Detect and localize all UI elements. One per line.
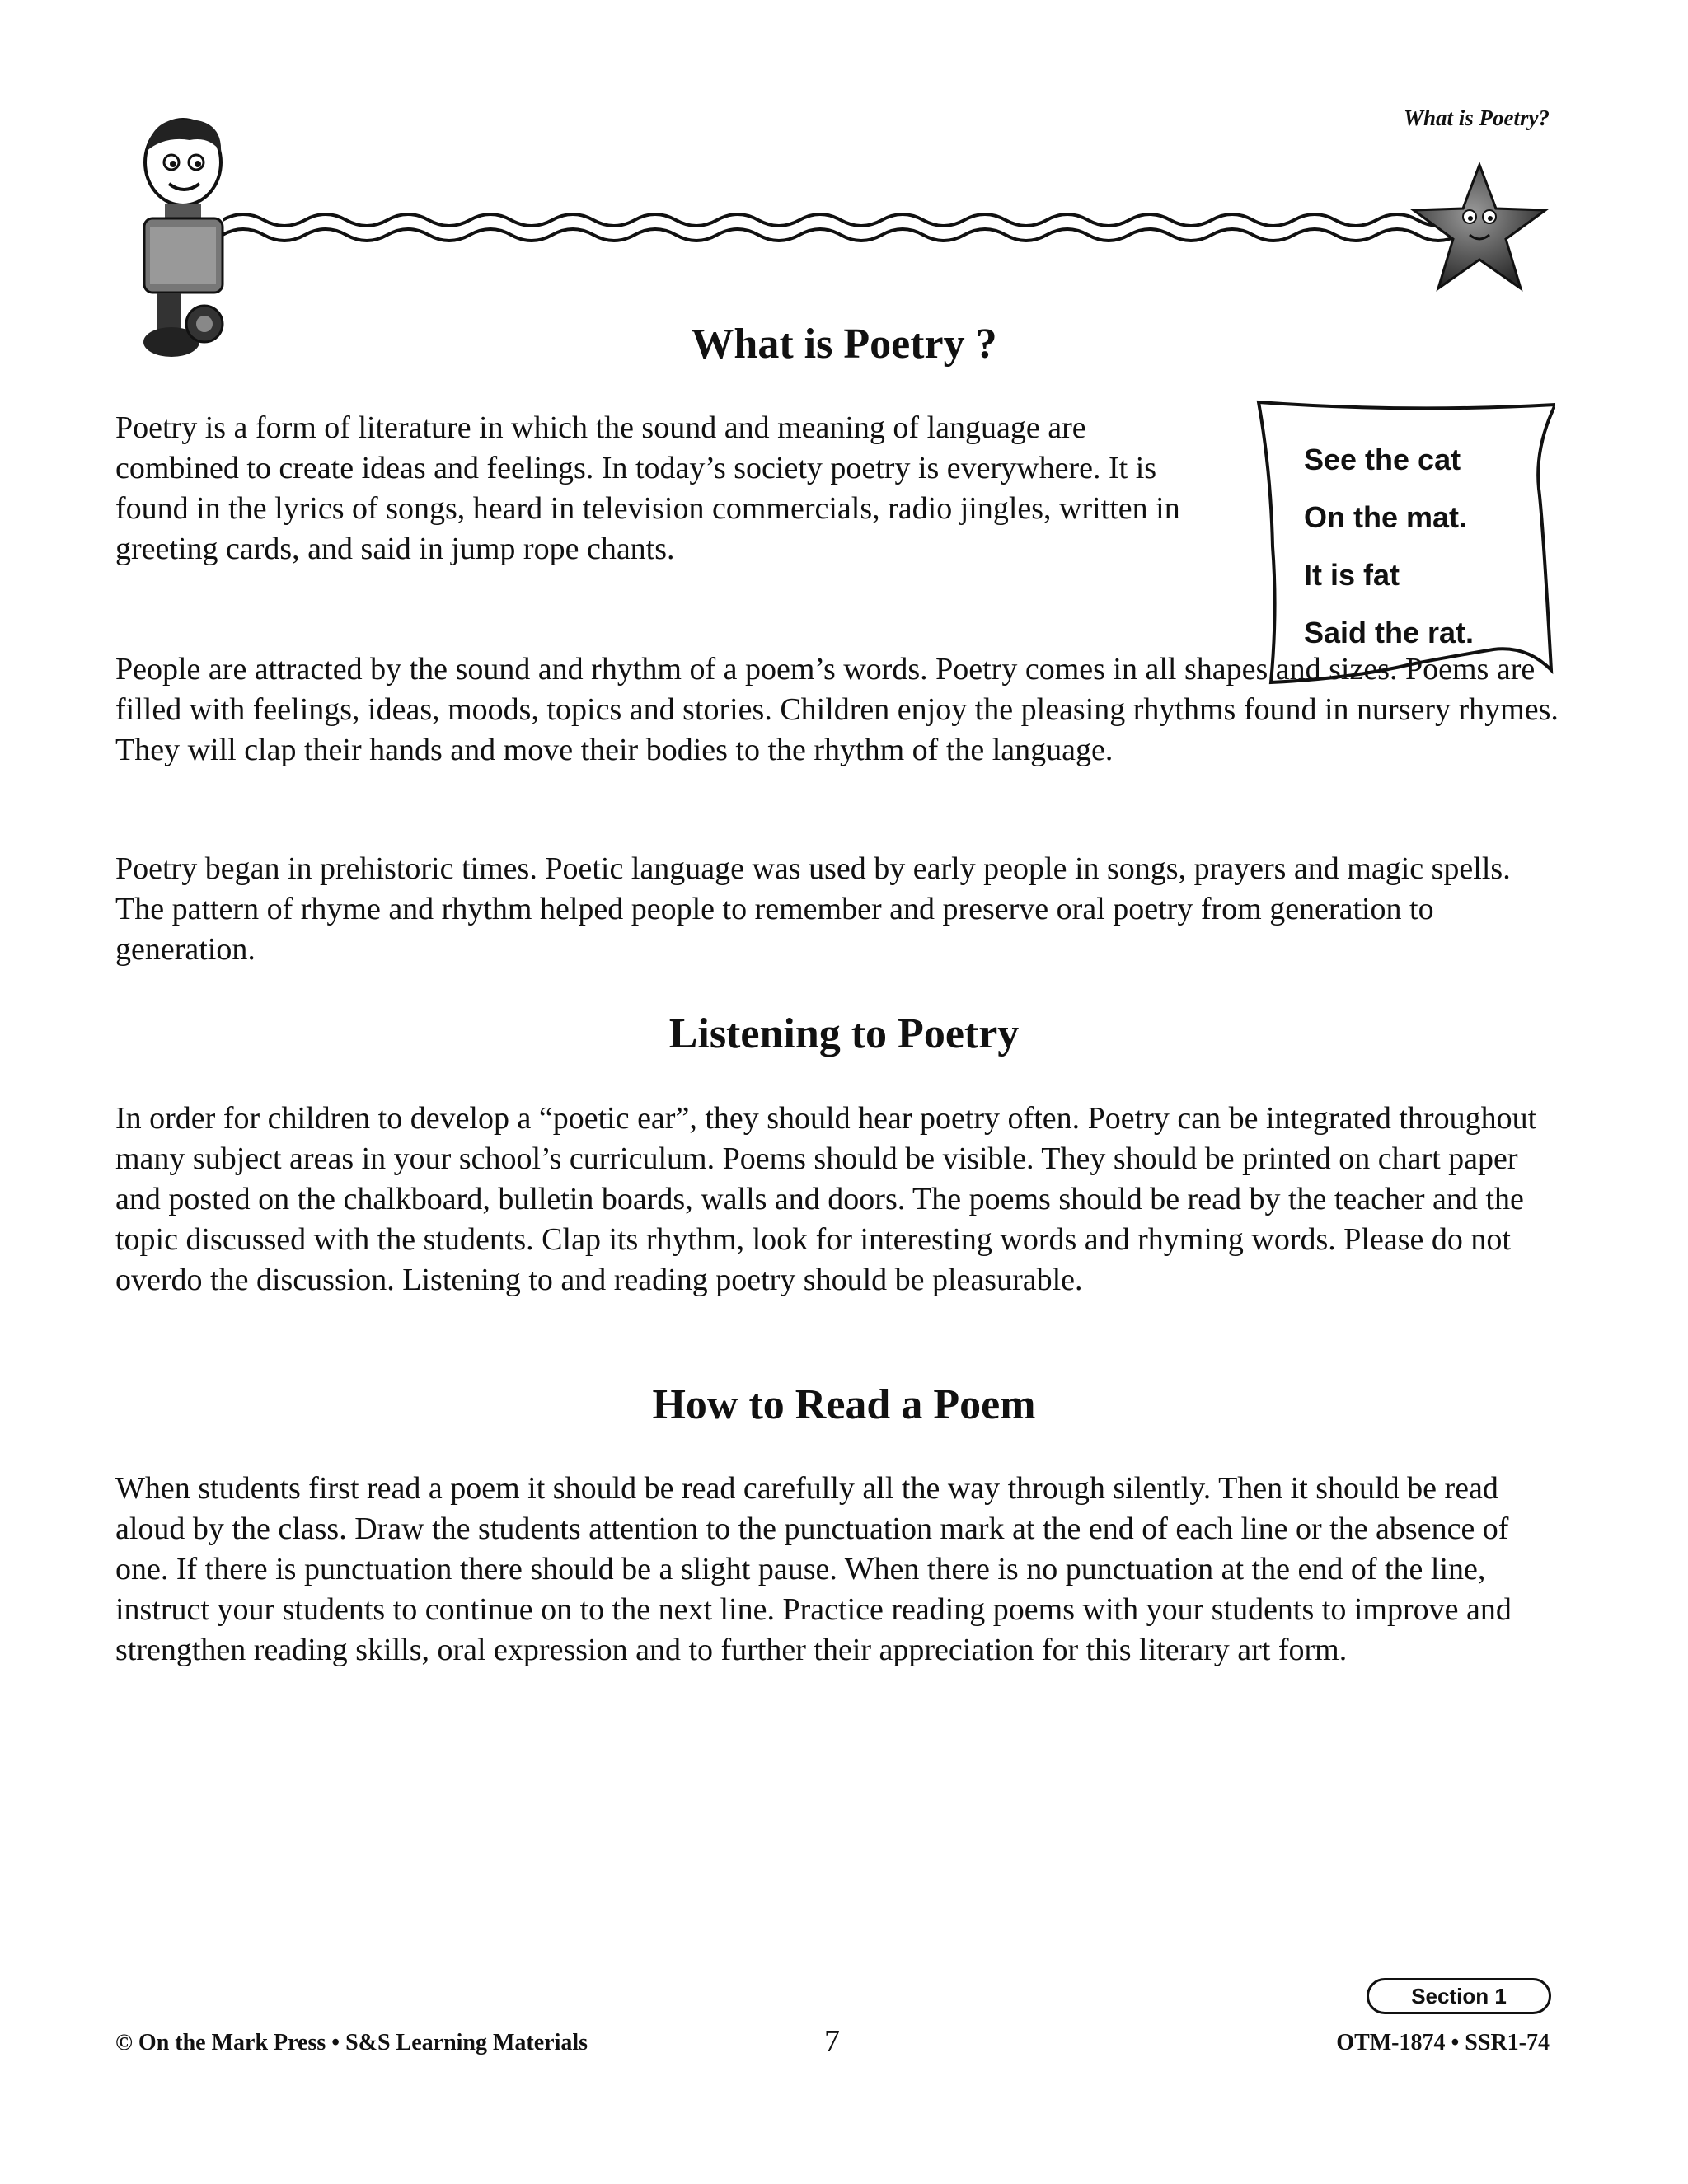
poem-line: See the cat [1304,443,1461,476]
listening-paragraph: In order for children to develop a “poetic ear”, they should hear poetry often. Poetry can be integrated throughout many subject areas in your school’s curriculum. Poems should be visible. They should be printed on chart paper and posted on the chalkboard, bulletin boards, walls and doors. The poems should be read by the teacher and the topic discussed with the students. Clap its rhythm, look for interesting words and rhyming words. Please do not overdo the discussion. Listening to and reading poetry should be pleasurable. [115,1101,1537,1297]
poem-line: On the mat. [1304,500,1468,534]
intro-paragraph-3: Poetry began in prehistoric times. Poetic language was used by early people in songs, prayers and magic spells. The pattern of rhyme and rhythm helped people to remember and preserve oral poetry from generation to generation. [115,851,1511,967]
poem-lines [1304,431,1474,662]
running-title: What is Poetry? [1403,105,1550,130]
star-face-icon [1405,161,1554,297]
section-title-listening: Listening to Poetry [668,1010,1020,1057]
section-title-how-to-read: How to Read a Poem [652,1381,1036,1428]
intro-paragraph-1: Poetry is a form of literature in which the sound and meaning of language are combined to create ideas and feelings. In today’s society poetry is everywhere. It is found in the lyrics of songs, heard in television commercials, radio jingles, written in greeting cards, and said in jump rope chants. [115,410,1180,566]
page-title: What is Poetry ? [691,321,997,368]
poem-line: It is fat [1304,558,1400,592]
how-to-read-paragraph: When students first read a poem it should be read carefully all the way through silently. Then it should be read aloud by the class. Draw the students attention to the punctuation mark at the end of each line or the absence of one. If there is punctuation there should be a slight pause. When there is no punctuation at the end of the line, instruct your students to continue on to the next line. Practice reading poems with your students to improve and strengthen reading skills, oral expression and to further their appreciation for this literary art form. [115,1471,1512,1667]
poem-scroll-box [1254,398,1555,687]
intro-paragraph-2: People are attracted by the sound and rhythm of a poem’s words. Poetry comes in all shapes and sizes. Poems are filled with feelings, ideas, moods, topics and stories. Children enjoy the pleasing rhythms found in nursery rhymes. They will clap their hands and move their bodies to the rhythm of the language. [115,652,1559,767]
page-number: 7 [824,2024,840,2059]
section-badge: Section 1 [1367,1978,1551,2014]
footer-copyright: © On the Mark Press • S&S Learning Materials [115,2030,588,2055]
wavy-divider [223,202,1459,260]
poem-line: Said the rat. [1304,616,1475,649]
footer-code: OTM-1874 • SSR1-74 [1336,2030,1550,2055]
